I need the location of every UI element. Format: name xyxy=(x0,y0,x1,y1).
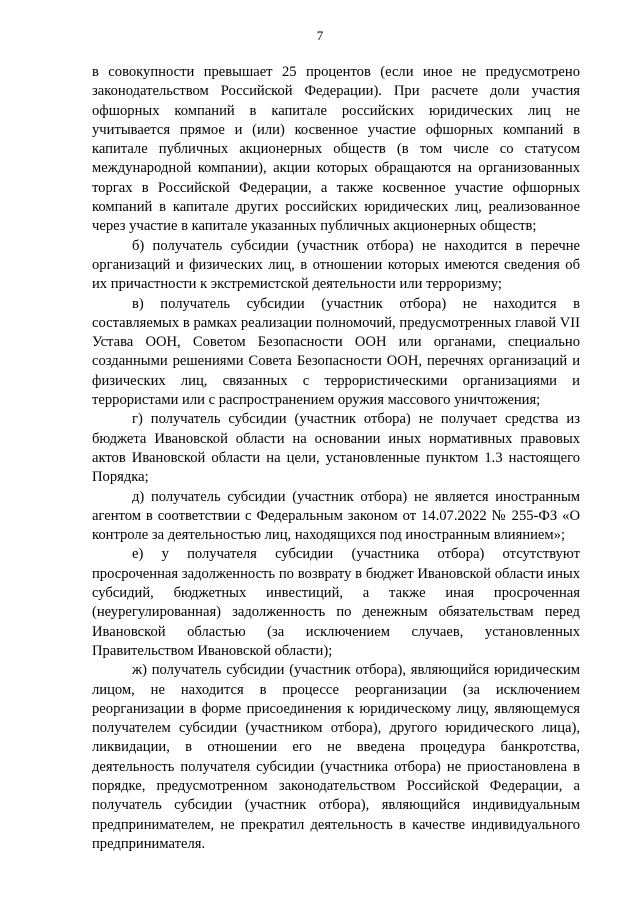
paragraph-item-v: в) получатель субсидии (участник отбора) не находится в составляемых в рамках реализации полномочий, предусмотренных главой VII Устава ООН, Советом Безопасности ООН или органами, специально созданными решениями Совета Безопасности ООН, перечнях организаций и физических лиц, связанных с террористическими организациями и террористами или с распространением оружия массового уничтожения; xyxy=(92,295,580,409)
document-body xyxy=(92,63,580,854)
page-number: 7 xyxy=(316,28,324,43)
paragraph-item-e: е) у получателя субсидии (участника отбора) отсутствуют просроченная задолженность по возврату в бюджет Ивановской области иных субсидий, бюджетных инвестиций, а также иная просроченная (неурегулированная) задолженность по денежным обязательствам перед Ивановской областью (за исключением случаев, установленных Правительством Ивановской области); xyxy=(92,546,580,659)
paragraph-item-d: д) получатель субсидии (участник отбора) не является иностранным агентом в соответствии с Федеральным законом от 14.07.2022 № 255-ФЗ «О контроле за деятельностью лиц, находящихся под иностранным влиянием»; xyxy=(92,488,580,544)
paragraph-item-g: г) получатель субсидии (участник отбора) не получает средства из бюджета Ивановской области на основании иных нормативных правовых актов Ивановской области на цели, установленные пунктом 1.3 настоящего Порядка; xyxy=(92,411,580,486)
paragraph-item-b: б) получатель субсидии (участник отбора) не находится в перечне организаций и физических лиц, в отношении которых имеются сведения об их причастности к экстремистской деятельности или терроризму; xyxy=(92,237,580,293)
paragraph-continuation: в совокупности превышает 25 процентов (если иное не предусмотрено законодательством Российской Федерации). При расчете доли участия офшорных компаний в капитале российских юридических лиц не учитывается прямое и (или) косвенное участие офшорных компаний в капитале публичных акционерных обществ (в том числе со статусом международной компании), акции которых обращаются на организованных торгах в Российской Федерации, а также косвенное участие офшорных компаний в капитале других российских юридических лиц, реализованное через участие в капитале указанных публичных акционерных обществ; xyxy=(92,64,580,235)
paragraph-item-zh: ж) получатель субсидии (участник отбора), являющийся юридическим лицом, не находится в процессе реорганизации (за исключением реорганизации в форме присоединения к юридическому лицу, являющемуся получателем субсидии (участником отбора), другого юридического лица), ликвидации, в отношении его не введена процедура банкротства, деятельность получателя субсидии (участника отбора) не приостановлена в порядке, предусмотренном законодательством Российской Федерации, а получатель субсидии (участник отбора), являющийся индивидуальным предпринимателем, не прекратил деятельность в качестве индивидуального предпринимателя. xyxy=(92,662,580,852)
